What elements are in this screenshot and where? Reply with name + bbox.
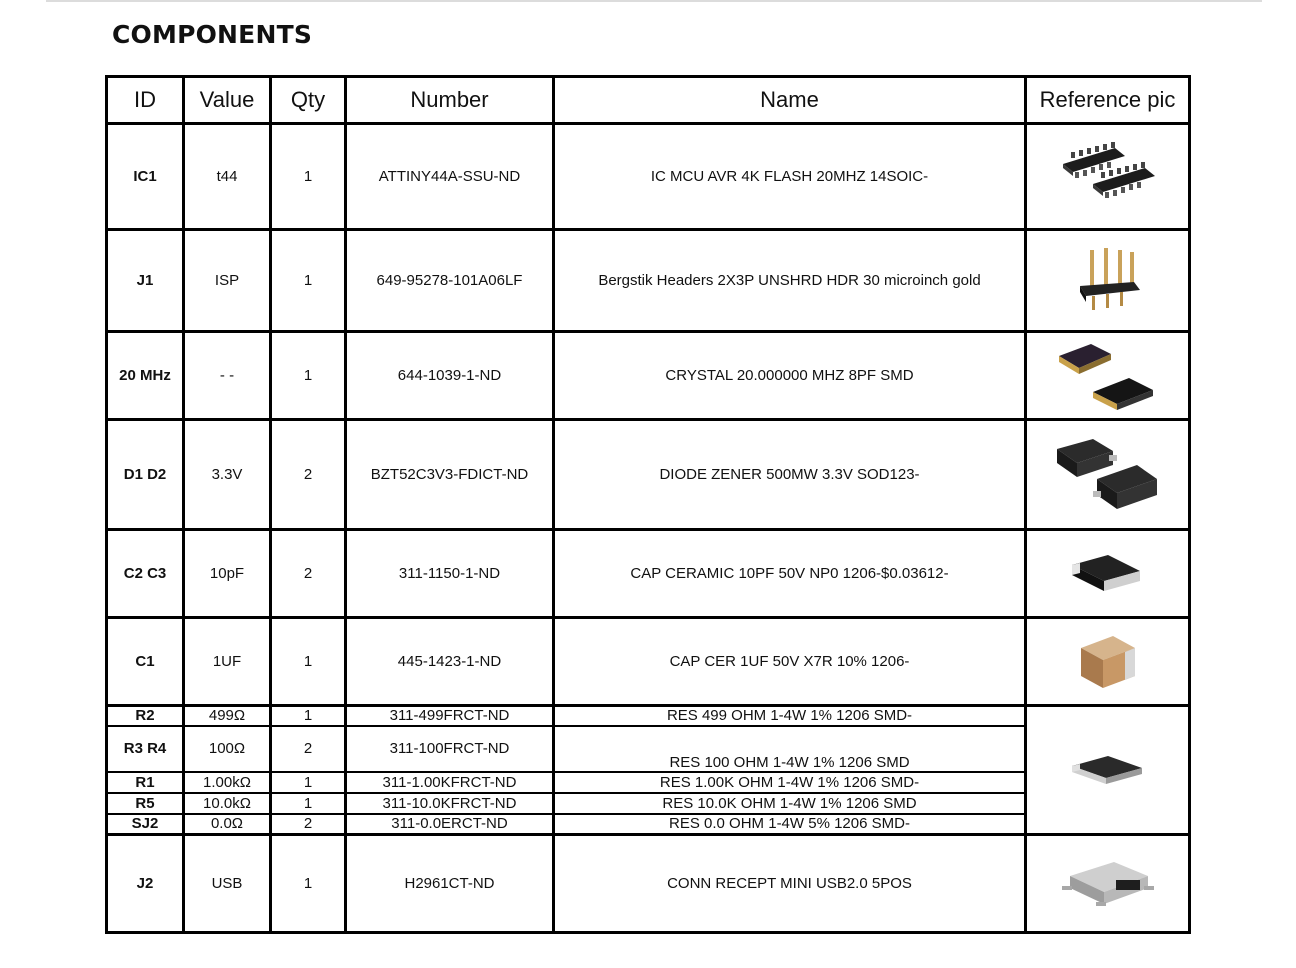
table-row bbox=[107, 530, 1190, 618]
row-qty: 1 bbox=[271, 772, 346, 793]
table-row bbox=[107, 618, 1190, 706]
row-name: RES 1.00K OHM 1-4W 1% 1206 SMD- bbox=[554, 772, 1026, 793]
row-name: CAP CER 1UF 50V X7R 10% 1206- bbox=[554, 618, 1026, 706]
row-value: 0.0Ω bbox=[184, 814, 271, 835]
row-number: 644-1039-1-ND bbox=[346, 332, 554, 420]
row-id: IC1 bbox=[107, 124, 184, 230]
row-value: 100Ω bbox=[184, 726, 271, 772]
table-row bbox=[107, 706, 1190, 726]
row-qty: 1 bbox=[271, 793, 346, 814]
row-name: RES 100 OHM 1-4W 1% 1206 SMD bbox=[554, 726, 1026, 772]
row-qty: 2 bbox=[271, 814, 346, 835]
row-qty: 1 bbox=[271, 835, 346, 933]
reference-pic-cell bbox=[1026, 230, 1190, 332]
mlcc-cap-icon bbox=[1073, 630, 1143, 694]
row-name: Bergstik Headers 2X3P UNSHRD HDR 30 microinch gold bbox=[554, 230, 1026, 332]
row-name: IC MCU AVR 4K FLASH 20MHZ 14SOIC- bbox=[554, 124, 1026, 230]
row-name: DIODE ZENER 500MW 3.3V SOD123- bbox=[554, 420, 1026, 530]
reference-pic-cell bbox=[1026, 618, 1190, 706]
row-value: 1.00kΩ bbox=[184, 772, 271, 793]
row-name: RES 499 OHM 1-4W 1% 1206 SMD- bbox=[554, 706, 1026, 726]
row-qty: 1 bbox=[271, 332, 346, 420]
row-id: J1 bbox=[107, 230, 184, 332]
header-qty: Qty bbox=[271, 77, 346, 124]
header-name: Name bbox=[554, 77, 1026, 124]
pin-header-icon bbox=[1068, 246, 1148, 316]
row-value: 499Ω bbox=[184, 706, 271, 726]
page-title: COMPONENTS bbox=[112, 20, 313, 49]
row-qty: 1 bbox=[271, 706, 346, 726]
reference-pic-cell bbox=[1026, 706, 1190, 835]
ceramic-cap-icon bbox=[1068, 549, 1148, 599]
row-number: ATTINY44A-SSU-ND bbox=[346, 124, 554, 230]
components-table bbox=[105, 75, 1191, 934]
reference-pic-cell bbox=[1026, 332, 1190, 420]
table-row bbox=[107, 124, 1190, 230]
row-id: SJ2 bbox=[107, 814, 184, 835]
row-name: CRYSTAL 20.000000 MHZ 8PF SMD bbox=[554, 332, 1026, 420]
row-value: 1UF bbox=[184, 618, 271, 706]
row-number: 311-1.00KFRCT-ND bbox=[346, 772, 554, 793]
row-value: 3.3V bbox=[184, 420, 271, 530]
row-number: 311-499FRCT-ND bbox=[346, 706, 554, 726]
row-id: 20 MHz bbox=[107, 332, 184, 420]
row-value: t44 bbox=[184, 124, 271, 230]
row-qty: 2 bbox=[271, 420, 346, 530]
row-number: 649-95278-101A06LF bbox=[346, 230, 554, 332]
header-reference-pic: Reference pic bbox=[1026, 77, 1190, 124]
row-value: ISP bbox=[184, 230, 271, 332]
table-row bbox=[107, 835, 1190, 933]
row-number: H2961CT-ND bbox=[346, 835, 554, 933]
reference-pic-cell bbox=[1026, 835, 1190, 933]
row-number: 311-1150-1-ND bbox=[346, 530, 554, 618]
header-value: Value bbox=[184, 77, 271, 124]
row-id: D1 D2 bbox=[107, 420, 184, 530]
row-qty: 1 bbox=[271, 618, 346, 706]
row-id: J2 bbox=[107, 835, 184, 933]
header-row bbox=[107, 77, 1190, 124]
row-id: R3 R4 bbox=[107, 726, 184, 772]
soic-chip-icon bbox=[1053, 142, 1163, 212]
reference-pic-cell bbox=[1026, 530, 1190, 618]
row-id: R2 bbox=[107, 706, 184, 726]
table-row bbox=[107, 230, 1190, 332]
diode-icon bbox=[1053, 435, 1163, 515]
row-qty: 2 bbox=[271, 530, 346, 618]
row-number: 311-10.0KFRCT-ND bbox=[346, 793, 554, 814]
row-id: C2 C3 bbox=[107, 530, 184, 618]
row-number: 311-0.0ERCT-ND bbox=[346, 814, 554, 835]
reference-pic-cell bbox=[1026, 420, 1190, 530]
row-id: R1 bbox=[107, 772, 184, 793]
top-divider bbox=[46, 0, 1262, 2]
row-qty: 1 bbox=[271, 230, 346, 332]
crystal-icon bbox=[1053, 338, 1163, 414]
row-value: 10.0kΩ bbox=[184, 793, 271, 814]
header-id: ID bbox=[107, 77, 184, 124]
row-qty: 2 bbox=[271, 726, 346, 772]
row-name: CONN RECEPT MINI USB2.0 5POS bbox=[554, 835, 1026, 933]
row-value: 10pF bbox=[184, 530, 271, 618]
table-row bbox=[107, 332, 1190, 420]
row-id: R5 bbox=[107, 793, 184, 814]
row-name: CAP CERAMIC 10PF 50V NP0 1206-$0.03612- bbox=[554, 530, 1026, 618]
row-number: 445-1423-1-ND bbox=[346, 618, 554, 706]
smd-resistor-icon bbox=[1068, 750, 1148, 790]
reference-pic-cell bbox=[1026, 124, 1190, 230]
header-number: Number bbox=[346, 77, 554, 124]
row-name: RES 10.0K OHM 1-4W 1% 1206 SMD bbox=[554, 793, 1026, 814]
row-value: USB bbox=[184, 835, 271, 933]
table-row bbox=[107, 420, 1190, 530]
mini-usb-icon bbox=[1060, 854, 1156, 914]
row-id: C1 bbox=[107, 618, 184, 706]
row-qty: 1 bbox=[271, 124, 346, 230]
row-value: - - bbox=[184, 332, 271, 420]
row-name: RES 0.0 OHM 1-4W 5% 1206 SMD- bbox=[554, 814, 1026, 835]
row-number: BZT52C3V3-FDICT-ND bbox=[346, 420, 554, 530]
row-number: 311-100FRCT-ND bbox=[346, 726, 554, 772]
